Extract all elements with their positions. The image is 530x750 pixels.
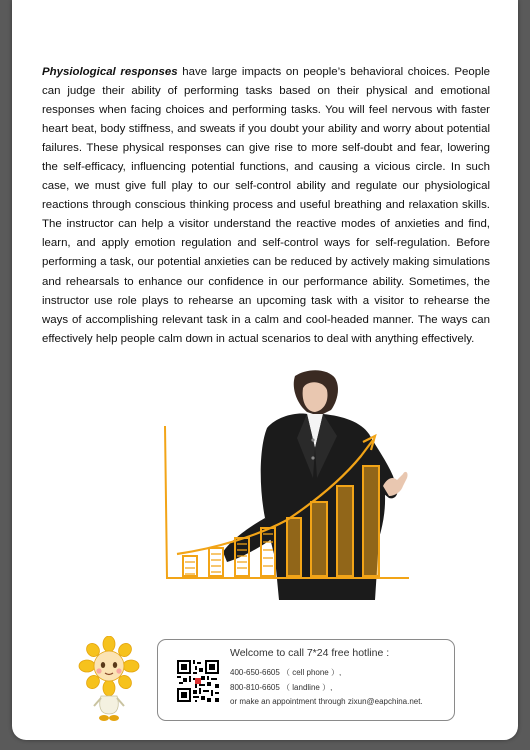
- article-body: have large impacts on people’s behavioral choices. People can judge their ability of performing tasks based on their physical and emotional responses when facing choices and performing tasks. You will feel nervous with faster heart beat, body stiffness, and sweats if you doubt your ability and worry about potential failures. These physical responses can give rise to more self-doubt and fear, lowering the self-efficacy, influencing potential functions, and causing a vicious circle. In such case, we must give full play to our self-control ability and regulate our physiological reactions through conscious thinking process and useful breathing and relaxation skills. The instructor can help a visitor understand the reactive modes of anxieties and find, learn, and apply emotion regulation and self-control ways for self-regulation. Before performing a task, our potential anxieties can be reduced by actively making simulations and rehearsals to enhance our confidence in our performance ability. Sometimes, the instructor use role plays to rehearse an upcoming task with a visitor to rehearse the ways of accomplishing relevant task in a calm and cool-headed manner. The ways can effectively help people calm down in actual scenarios to deal with anything effectively.: [42, 66, 491, 345]
- cell-phone-number: 400-650-6605 （ cell phone ）,: [230, 668, 342, 677]
- businesswoman-chart-illustration: [147, 368, 417, 608]
- hotline-contact-box: [157, 639, 455, 721]
- article-lead: Physiological responses: [42, 66, 178, 78]
- qr-logo: [195, 678, 201, 684]
- article-paragraph: [42, 63, 490, 349]
- qr-code-icon[interactable]: [177, 660, 219, 702]
- sunflower-mascot-icon: [74, 636, 144, 722]
- document-page: [12, 0, 518, 740]
- landline-number: 800-810-6605 （ landline ）,: [230, 683, 333, 692]
- chart-bar: [183, 556, 197, 576]
- hotline-title: Welcome to call 7*24 free hotline :: [230, 647, 390, 659]
- chart-bar: [209, 548, 223, 576]
- email-appointment-link[interactable]: or make an appointment through zixun@eapchina.net.: [230, 697, 423, 706]
